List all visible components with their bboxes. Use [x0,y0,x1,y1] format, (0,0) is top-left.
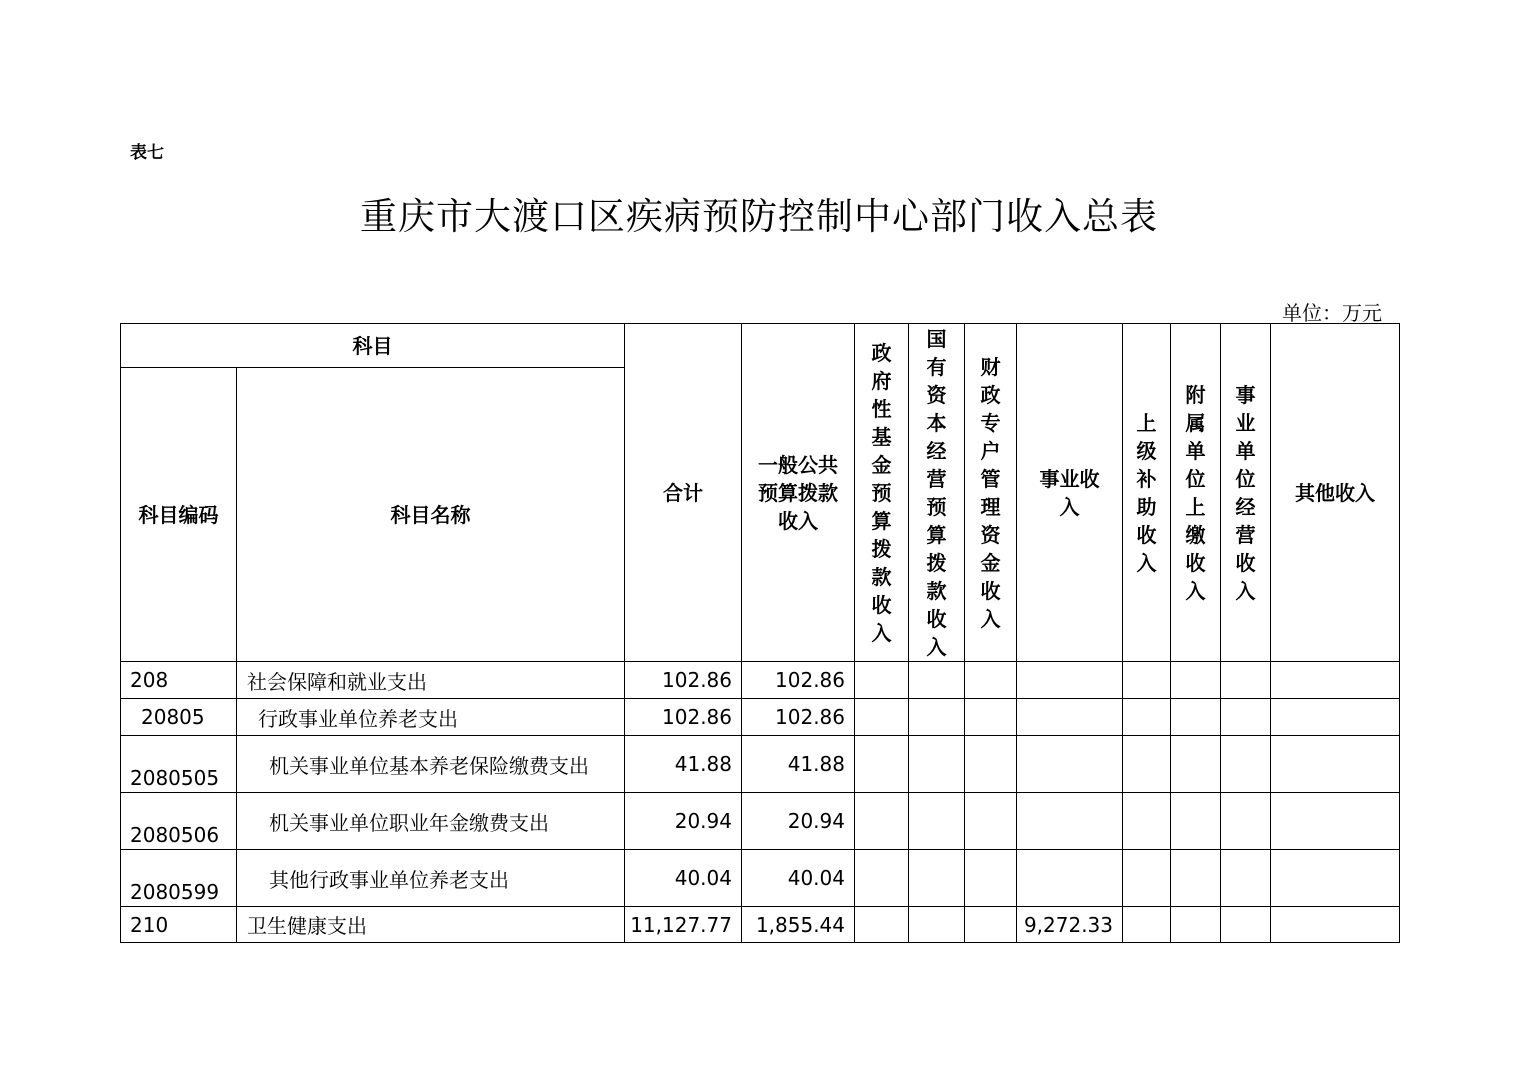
row-name: 机关事业单位基本养老保险缴费支出 [237,736,625,793]
table-row [121,850,1400,907]
table-row [121,907,1400,943]
row-state-capital [909,662,965,699]
unit-label: 单位：万元 [1282,301,1382,325]
header-operating-text: 事业单位经营收入 [1235,382,1256,603]
page-title: 重庆市大渡口区疾病预防控制中心部门收入总表 [360,195,1158,238]
header-superior-subsidy [1123,324,1171,662]
header-fiscal-account-text: 财政专户管理资金收入 [980,354,1001,631]
table-row [121,662,1400,699]
row-other [1271,736,1400,793]
row-general-budget: 102.86 [742,662,855,699]
row-gov-fund [855,736,909,793]
row-fiscal-account [965,850,1017,907]
row-state-capital [909,850,965,907]
row-superior-subsidy [1123,850,1171,907]
row-general-budget: 40.04 [742,850,855,907]
header-total: 合计 [625,324,742,662]
row-affiliate-payment [1171,699,1221,736]
row-general-budget: 102.86 [742,699,855,736]
header-general-budget [742,324,855,662]
row-code: 2080599 [121,850,237,907]
header-subject: 科目 [121,324,625,368]
row-code: 20805 [121,699,237,736]
header-affiliate-payment [1171,324,1221,662]
row-other [1271,850,1400,907]
header-gov-fund [855,324,909,662]
row-affiliate-payment [1171,662,1221,699]
row-business [1017,793,1123,850]
row-code: 210 [121,907,237,943]
header-operating [1221,324,1271,662]
row-gov-fund [855,793,909,850]
row-fiscal-account [965,662,1017,699]
table-row [121,793,1400,850]
table-label: 表七 [130,143,164,163]
row-superior-subsidy [1123,662,1171,699]
row-code: 208 [121,662,237,699]
row-state-capital [909,907,965,943]
row-business: 9,272.33 [1017,907,1123,943]
row-fiscal-account [965,736,1017,793]
row-other [1271,793,1400,850]
row-business [1017,662,1123,699]
row-total: 102.86 [625,662,742,699]
row-total: 102.86 [625,699,742,736]
row-fiscal-account [965,699,1017,736]
row-operating [1221,736,1271,793]
row-name: 机关事业单位职业年金缴费支出 [237,793,625,850]
row-operating [1221,793,1271,850]
table-row [121,736,1400,793]
row-general-budget: 41.88 [742,736,855,793]
row-business [1017,736,1123,793]
row-operating [1221,907,1271,943]
row-superior-subsidy [1123,907,1171,943]
header-business [1017,324,1123,662]
row-name: 卫生健康支出 [237,907,625,943]
row-business [1017,850,1123,907]
row-affiliate-payment [1171,850,1221,907]
header-code: 科目编码 [121,368,237,662]
header-other: 其他收入 [1271,324,1400,662]
row-fiscal-account [965,907,1017,943]
row-name: 社会保障和就业支出 [237,662,625,699]
row-gov-fund [855,850,909,907]
row-operating [1221,662,1271,699]
row-other [1271,662,1400,699]
header-name: 科目名称 [237,368,625,662]
table-row [121,699,1400,736]
row-general-budget: 20.94 [742,793,855,850]
row-operating [1221,699,1271,736]
row-state-capital [909,793,965,850]
row-state-capital [909,699,965,736]
row-fiscal-account [965,793,1017,850]
header-affiliate-payment-text: 附属单位上缴收入 [1185,382,1206,603]
row-affiliate-payment [1171,907,1221,943]
header-fiscal-account [965,324,1017,662]
row-other [1271,699,1400,736]
header-business-text: 事业收入 [1039,466,1100,519]
row-superior-subsidy [1123,736,1171,793]
header-state-capital [909,324,965,662]
row-total: 41.88 [625,736,742,793]
row-superior-subsidy [1123,699,1171,736]
row-business [1017,699,1123,736]
row-gov-fund [855,907,909,943]
row-affiliate-payment [1171,793,1221,850]
row-gov-fund [855,662,909,699]
income-table [120,323,1400,943]
header-superior-subsidy-text: 上级补助收入 [1136,410,1157,575]
row-operating [1221,850,1271,907]
row-state-capital [909,736,965,793]
row-other [1271,907,1400,943]
header-state-capital-text: 国有资本经营预算拨款收入 [926,326,947,659]
row-gov-fund [855,699,909,736]
row-name: 其他行政事业单位养老支出 [237,850,625,907]
header-gov-fund-text: 政府性基金预算拨款收入 [871,340,892,645]
row-total: 20.94 [625,793,742,850]
row-name: 行政事业单位养老支出 [237,699,625,736]
row-total: 11,127.77 [625,907,742,943]
header-general-budget-text: 一般公共预算拨款收入 [758,452,838,533]
row-total: 40.04 [625,850,742,907]
row-general-budget: 1,855.44 [742,907,855,943]
row-code: 2080505 [121,736,237,793]
row-superior-subsidy [1123,793,1171,850]
row-code: 2080506 [121,793,237,850]
row-affiliate-payment [1171,736,1221,793]
